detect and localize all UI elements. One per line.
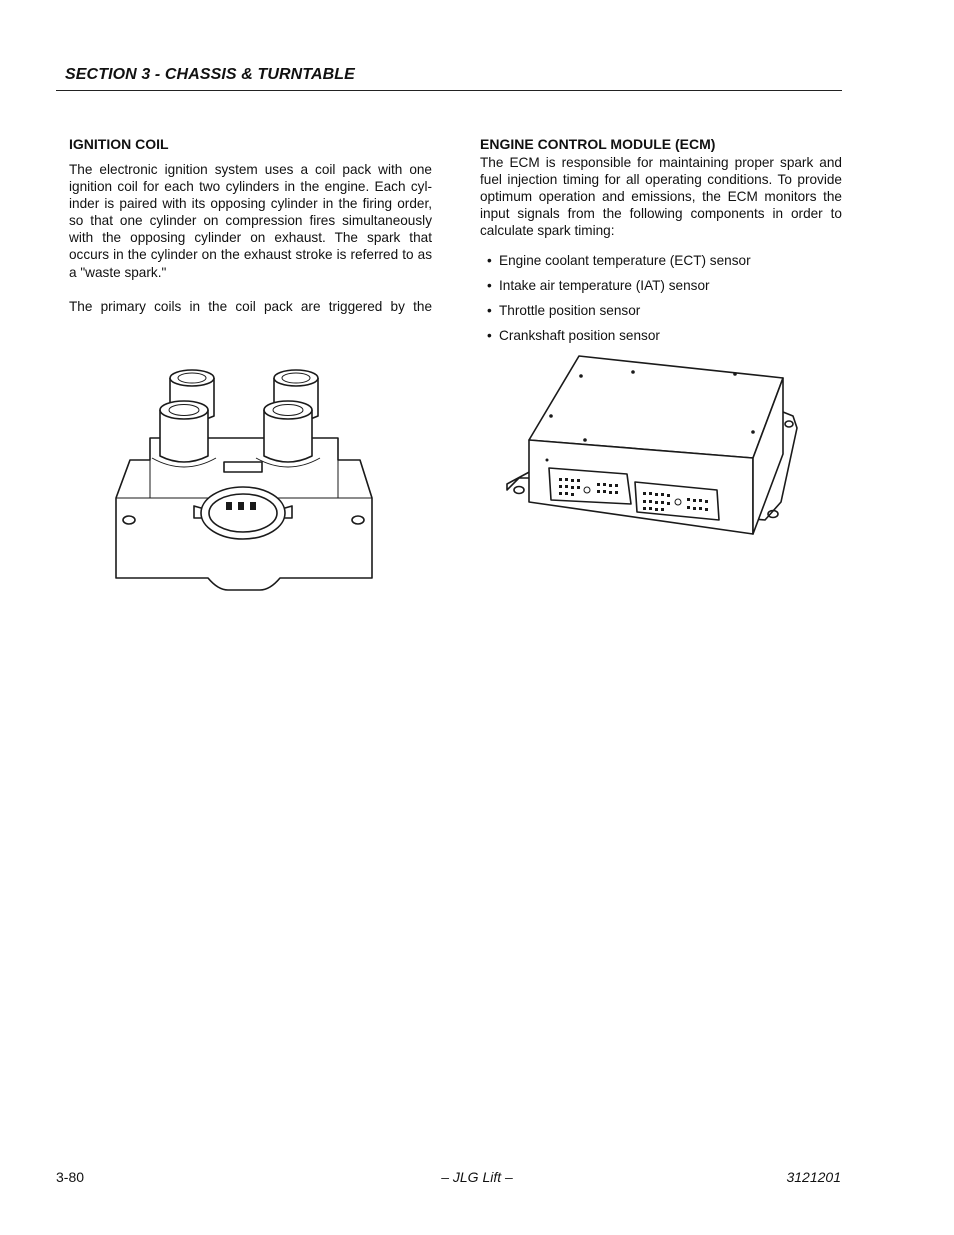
ignition-coil-heading: IGNITION COIL [69,136,169,152]
bullet-icon: • [487,303,492,319]
ignition-coil-column [69,135,432,315]
ecm-heading: ENGINE CONTROL MODULE (ECM) [480,136,716,152]
list-item [480,298,842,323]
list-item-text: Intake air temperature (IAT) sensor [499,278,710,294]
ecm-sensor-list [480,248,842,348]
document-number: 3121201 [786,1169,841,1185]
list-item [480,273,842,298]
section-title: SECTION 3 - CHASSIS & TURNTABLE [65,66,355,83]
ignition-coil-paragraph-2: The primary coils in the coil pack are triggered by the [69,298,432,314]
bullet-icon: • [487,278,492,294]
footer-publisher: – JLG Lift – [441,1169,513,1185]
ecm-paragraph: The ECM is responsible for maintaining proper spark and fuel injection timing for all operating conditions. To provide optimum operation and emissions, the ECM monitors the input signals from the following components in order to calculate spark timing: [480,155,842,239]
ecm-illustration [503,352,803,544]
ignition-coil-paragraph-1: The electronic ignition system uses a coil pack with one ignition coil for each two cylinders in the engine. Each cyl-inder is paired with its opposing cylinder in the firing order, so that one cylinder on compression fires simultaneously with the opposing cylinder on exhaust. The spark that occurs in the cylinder on the exhaust stroke is referred to as a "waste spark." [69,162,432,280]
list-item-text: Engine coolant temperature (ECT) sensor [499,253,751,269]
bullet-icon: • [487,328,492,344]
list-item [480,248,842,273]
list-item [480,323,842,348]
list-item-text: Crankshaft position sensor [499,328,660,344]
bullet-icon: • [487,253,492,269]
ignition-coil-illustration [110,358,378,594]
page-header [56,64,842,91]
ecm-column [480,135,842,348]
page-number: 3-80 [56,1169,85,1185]
list-item-text: Throttle position sensor [499,303,641,319]
